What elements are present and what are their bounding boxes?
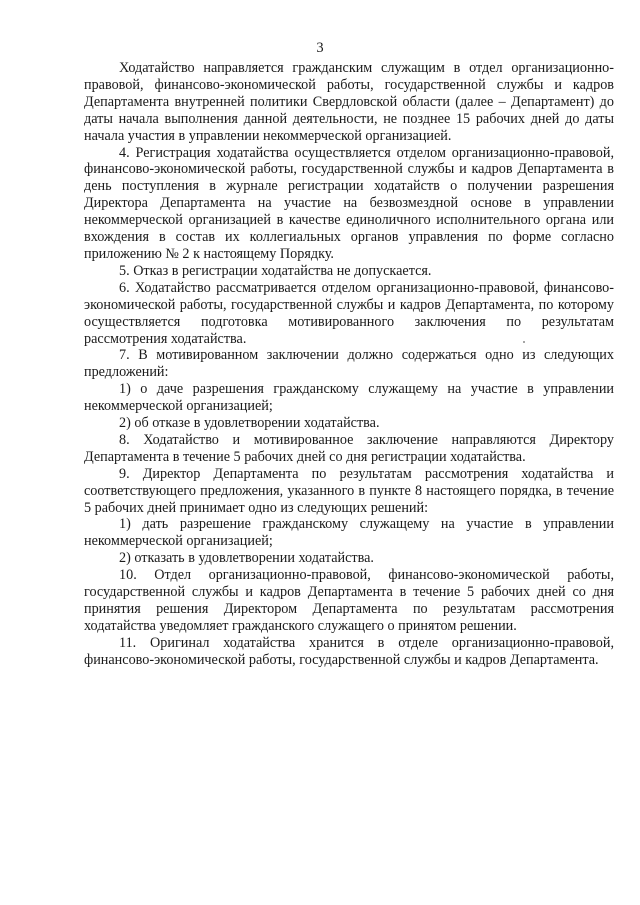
paragraph-4-registration: 4. Регистрация ходатайства осуществляется отделом организационно-правовой, финансово-экономической работы, государственной службы и кадров Департамента в день поступления в журнале регистрации ходатайств о получении разрешения Директора Департамента на участие на безвозмездной основе в управлении некоммерческой организацией в качестве единоличного исполнительного органа или вхождения в состав их коллегиальных органов управления по форме согласно приложению № 2 к настоящему Порядку. — [84, 144, 614, 262]
paragraph-11-storage: 11. Оригинал ходатайства хранится в отделе организационно-правовой, финансово-экономической работы, государственной службы и кадров Департамента. — [84, 634, 614, 668]
paragraph-9-option-2: 2) отказать в удовлетворении ходатайства. — [119, 550, 374, 567]
paragraph-7-conclusion: 7. В мотивированном заключении должно содержаться одно из следующих предложений: — [84, 347, 614, 381]
page-number: 3 — [316, 40, 324, 56]
paragraph-5-no-refusal: 5. Отказ в регистрации ходатайства не допускается. — [119, 262, 432, 279]
paragraph-7-option-1: 1) о даче разрешения гражданскому служащему на участие в управлении некоммерческой организацией; — [84, 381, 614, 415]
paragraph-submission: Ходатайство направляется гражданским служащим в отдел организационно-правовой, финансово-экономической работы, государственной службы и кадров Департамента внутренней политики Свердловской области (далее – Департамент) до даты начала выполнения данной деятельности, не позднее 15 рабочих дней до даты начала участия в управлении некоммерческой организацией. — [84, 60, 614, 144]
paragraph-6-consideration: 6. Ходатайство рассматривается отделом организационно-правовой, финансово-экономической работы, государственной службы и кадров Департамента, по которому осуществляется подготовка мотивированного заключения по результатам рассмотрения ходатайства. — [84, 279, 614, 347]
paragraph-8-forwarding: 8. Ходатайство и мотивированное заключение направляются Директору Департамента в течение 5 рабочих дней со дня регистрации ходатайства. — [84, 431, 614, 465]
paragraph-9-decision: 9. Директор Департамента по результатам рассмотрения ходатайства и соответствующего предложения, указанного в пункте 8 настоящего порядка, в течение 5 рабочих дней принимает одно из следующих решений: — [84, 465, 614, 516]
paragraph-10-notification: 10. Отдел организационно-правовой, финансово-экономической работы, государственной службы и кадров Департамента в течение 5 рабочих дней со дня принятия решения Директором Департамента по результатам рассмотрения ходатайства уведомляет гражданского служащего о принятом решении. — [84, 567, 614, 634]
paragraph-9-option-1: 1) дать разрешение гражданскому служащему на участие в управлении некоммерческой организацией; — [84, 516, 614, 550]
scan-speck — [523, 341, 525, 343]
document-body — [84, 60, 614, 669]
paragraph-7-option-2: 2) об отказе в удовлетворении ходатайства. — [119, 415, 380, 432]
